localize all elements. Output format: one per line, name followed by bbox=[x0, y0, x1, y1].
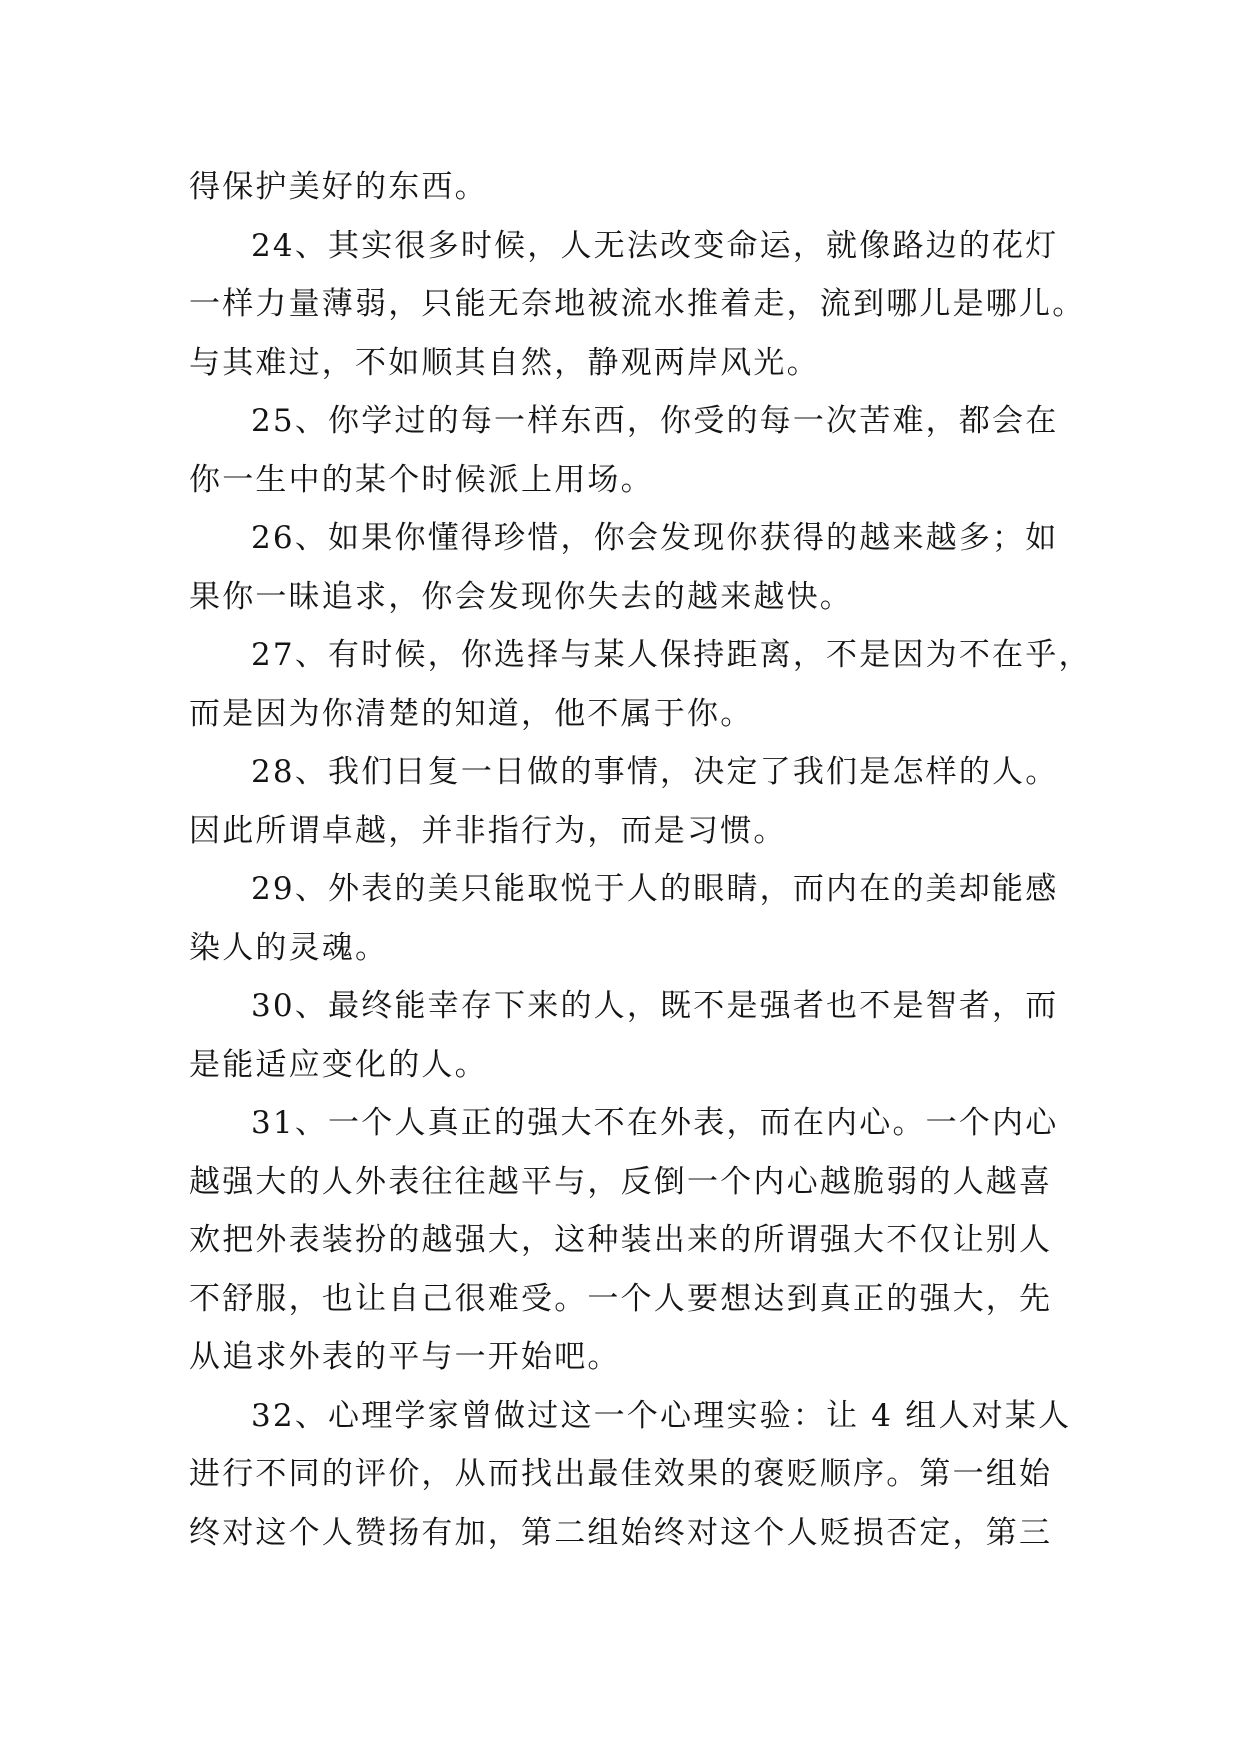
text-line: 染人的灵魂。 bbox=[189, 929, 389, 966]
text-line: 29、外表的美只能取悦于人的眼睛，而内在的美却能感 bbox=[251, 871, 1059, 907]
text-line: 进行不同的评价，从而找出最佳效果的褒贬顺序。第一组始 bbox=[189, 1456, 1053, 1492]
text-line: 与其难过，不如顺其自然，静观两岸风光。 bbox=[189, 344, 820, 381]
text-line: 27、有时候，你选择与某人保持距离，不是因为不在乎， bbox=[251, 637, 1092, 673]
text-line: 从追求外表的平与一开始吧。 bbox=[189, 1339, 621, 1375]
text-line: 得保护美好的东西。 bbox=[189, 169, 488, 205]
text-line: 是能适应变化的人。 bbox=[189, 1046, 488, 1083]
text-line: 你一生中的某个时候派上用场。 bbox=[189, 461, 654, 498]
text-line: 果你一昧追求，你会发现你失去的越来越快。 bbox=[189, 578, 853, 615]
text-line: 26、如果你懂得珍惜，你会发现你获得的越来越多；如 bbox=[251, 520, 1059, 556]
text-line: 越强大的人外表往往越平与，反倒一个内心越脆弱的人越喜 bbox=[189, 1163, 1053, 1200]
text-block bbox=[189, 158, 1092, 1562]
text-line: 欢把外表装扮的越强大，这种装出来的所谓强大不仅让别人 bbox=[189, 1222, 1053, 1258]
text-line: 30、最终能幸存下来的人，既不是强者也不是智者，而 bbox=[251, 988, 1059, 1024]
text-line: 24、其实很多时候，人无法改变命运，就像路边的花灯 bbox=[251, 227, 1059, 264]
text-line: 而是因为你清楚的知道，他不属于你。 bbox=[189, 695, 754, 732]
text-line: 31、一个人真正的强大不在外表，而在内心。一个内心 bbox=[251, 1105, 1059, 1141]
text-line: 32、心理学家曾做过这一个心理实验：让 4 组人对某人 bbox=[251, 1397, 1072, 1434]
document-body bbox=[189, 158, 1092, 1562]
text-line: 因此所谓卓越，并非指行为，而是习惯。 bbox=[189, 812, 787, 849]
text-line: 终对这个人赞扬有加，第二组始终对这个人贬损否定，第三 bbox=[189, 1514, 1053, 1551]
text-line: 不舒服，也让自己很难受。一个人要想达到真正的强大，先 bbox=[189, 1280, 1053, 1317]
text-line: 一样力量薄弱，只能无奈地被流水推着走，流到哪儿是哪儿。 bbox=[189, 286, 1086, 322]
text-line: 25、你学过的每一样东西，你受的每一次苦难，都会在 bbox=[251, 403, 1059, 439]
text-line: 28、我们日复一日做的事情，决定了我们是怎样的人。 bbox=[251, 754, 1059, 790]
